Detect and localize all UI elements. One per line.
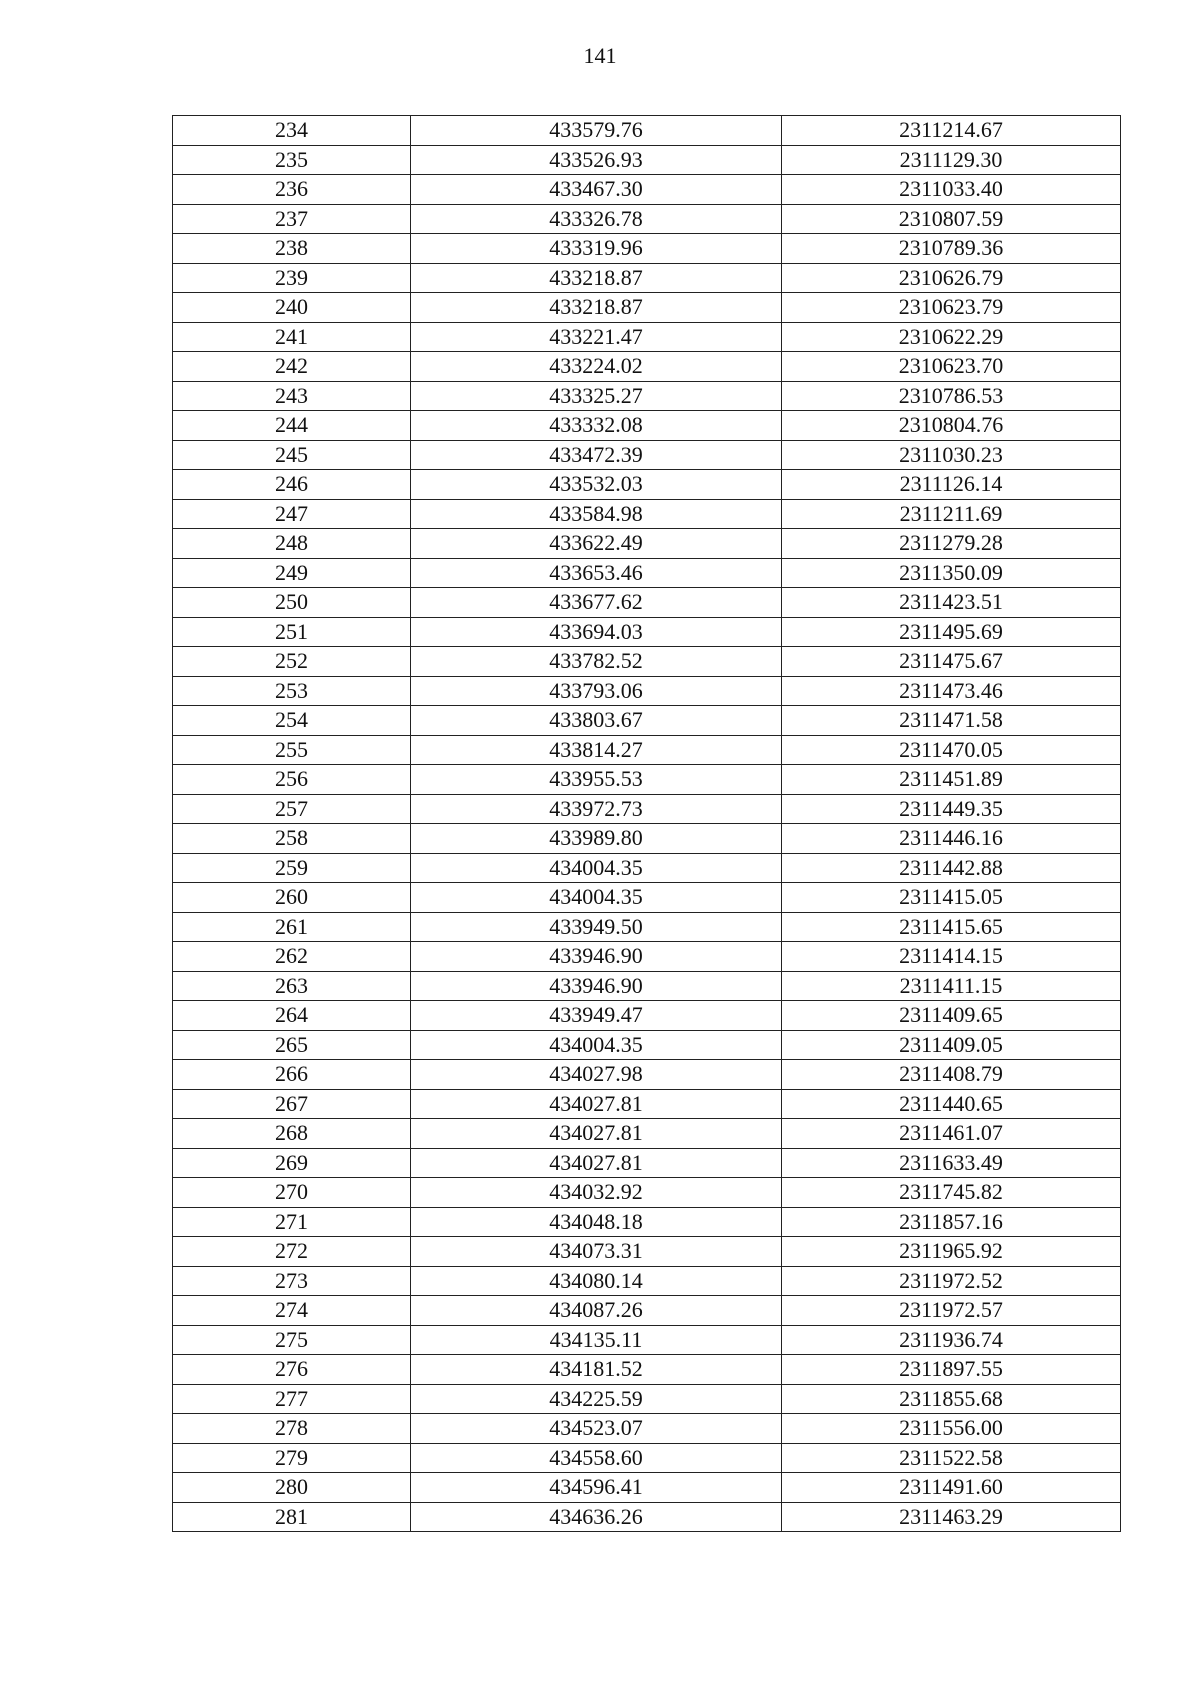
- y-coordinate-cell: 2311972.57: [782, 1296, 1121, 1326]
- y-coordinate-cell: 2311633.49: [782, 1148, 1121, 1178]
- y-coordinate-cell: 2311936.74: [782, 1325, 1121, 1355]
- point-number-cell: 275: [173, 1325, 411, 1355]
- x-coordinate-cell: 434027.81: [411, 1148, 782, 1178]
- point-number-cell: 265: [173, 1030, 411, 1060]
- table-row: [173, 204, 1121, 234]
- table-row: [173, 1148, 1121, 1178]
- point-number-cell: 276: [173, 1355, 411, 1385]
- y-coordinate-cell: 2311463.29: [782, 1502, 1121, 1532]
- table-row: [173, 1266, 1121, 1296]
- y-coordinate-cell: 2311408.79: [782, 1060, 1121, 1090]
- y-coordinate-cell: 2311446.16: [782, 824, 1121, 854]
- x-coordinate-cell: 434087.26: [411, 1296, 782, 1326]
- x-coordinate-cell: 433989.80: [411, 824, 782, 854]
- table-row: [173, 175, 1121, 205]
- x-coordinate-cell: 433218.87: [411, 293, 782, 323]
- point-number-cell: 234: [173, 116, 411, 146]
- y-coordinate-cell: 2311279.28: [782, 529, 1121, 559]
- table-row: [173, 676, 1121, 706]
- point-number-cell: 266: [173, 1060, 411, 1090]
- y-coordinate-cell: 2311745.82: [782, 1178, 1121, 1208]
- y-coordinate-cell: 2311473.46: [782, 676, 1121, 706]
- y-coordinate-cell: 2311855.68: [782, 1384, 1121, 1414]
- table-row: [173, 263, 1121, 293]
- table-row: [173, 588, 1121, 618]
- y-coordinate-cell: 2311475.67: [782, 647, 1121, 677]
- y-coordinate-cell: 2311409.65: [782, 1001, 1121, 1031]
- y-coordinate-cell: 2311965.92: [782, 1237, 1121, 1267]
- y-coordinate-cell: 2311211.69: [782, 499, 1121, 529]
- point-number-cell: 249: [173, 558, 411, 588]
- table-row: [173, 234, 1121, 264]
- table-row: [173, 1355, 1121, 1385]
- y-coordinate-cell: 2310622.29: [782, 322, 1121, 352]
- point-number-cell: 245: [173, 440, 411, 470]
- y-coordinate-cell: 2310807.59: [782, 204, 1121, 234]
- y-coordinate-cell: 2311129.30: [782, 145, 1121, 175]
- coordinates-table: [172, 115, 1121, 1532]
- y-coordinate-cell: 2311411.15: [782, 971, 1121, 1001]
- y-coordinate-cell: 2310626.79: [782, 263, 1121, 293]
- table-row: [173, 145, 1121, 175]
- point-number-cell: 253: [173, 676, 411, 706]
- x-coordinate-cell: 433782.52: [411, 647, 782, 677]
- table-row: [173, 440, 1121, 470]
- x-coordinate-cell: 433332.08: [411, 411, 782, 441]
- point-number-cell: 263: [173, 971, 411, 1001]
- point-number-cell: 272: [173, 1237, 411, 1267]
- x-coordinate-cell: 434596.41: [411, 1473, 782, 1503]
- point-number-cell: 238: [173, 234, 411, 264]
- point-number-cell: 274: [173, 1296, 411, 1326]
- y-coordinate-cell: 2311214.67: [782, 116, 1121, 146]
- x-coordinate-cell: 433532.03: [411, 470, 782, 500]
- point-number-cell: 241: [173, 322, 411, 352]
- x-coordinate-cell: 433584.98: [411, 499, 782, 529]
- x-coordinate-cell: 433653.46: [411, 558, 782, 588]
- point-number-cell: 235: [173, 145, 411, 175]
- point-number-cell: 269: [173, 1148, 411, 1178]
- table-row: [173, 558, 1121, 588]
- table-row: [173, 499, 1121, 529]
- point-number-cell: 271: [173, 1207, 411, 1237]
- y-coordinate-cell: 2311415.05: [782, 883, 1121, 913]
- table-row: [173, 942, 1121, 972]
- x-coordinate-cell: 434225.59: [411, 1384, 782, 1414]
- y-coordinate-cell: 2311030.23: [782, 440, 1121, 470]
- point-number-cell: 264: [173, 1001, 411, 1031]
- y-coordinate-cell: 2311449.35: [782, 794, 1121, 824]
- x-coordinate-cell: 433218.87: [411, 263, 782, 293]
- point-number-cell: 246: [173, 470, 411, 500]
- y-coordinate-cell: 2311461.07: [782, 1119, 1121, 1149]
- x-coordinate-cell: 433326.78: [411, 204, 782, 234]
- point-number-cell: 247: [173, 499, 411, 529]
- point-number-cell: 236: [173, 175, 411, 205]
- table-row: [173, 293, 1121, 323]
- point-number-cell: 257: [173, 794, 411, 824]
- point-number-cell: 260: [173, 883, 411, 913]
- x-coordinate-cell: 433224.02: [411, 352, 782, 382]
- table-row: [173, 1443, 1121, 1473]
- y-coordinate-cell: 2310789.36: [782, 234, 1121, 264]
- y-coordinate-cell: 2311033.40: [782, 175, 1121, 205]
- x-coordinate-cell: 433972.73: [411, 794, 782, 824]
- point-number-cell: 273: [173, 1266, 411, 1296]
- point-number-cell: 268: [173, 1119, 411, 1149]
- y-coordinate-cell: 2311350.09: [782, 558, 1121, 588]
- y-coordinate-cell: 2311414.15: [782, 942, 1121, 972]
- x-coordinate-cell: 433793.06: [411, 676, 782, 706]
- y-coordinate-cell: 2311522.58: [782, 1443, 1121, 1473]
- table-row: [173, 470, 1121, 500]
- table-row: [173, 1178, 1121, 1208]
- point-number-cell: 278: [173, 1414, 411, 1444]
- y-coordinate-cell: 2311471.58: [782, 706, 1121, 736]
- x-coordinate-cell: 433622.49: [411, 529, 782, 559]
- point-number-cell: 251: [173, 617, 411, 647]
- point-number-cell: 237: [173, 204, 411, 234]
- point-number-cell: 242: [173, 352, 411, 382]
- y-coordinate-cell: 2311440.65: [782, 1089, 1121, 1119]
- table-row: [173, 765, 1121, 795]
- y-coordinate-cell: 2311415.65: [782, 912, 1121, 942]
- x-coordinate-cell: 434004.35: [411, 853, 782, 883]
- point-number-cell: 255: [173, 735, 411, 765]
- y-coordinate-cell: 2310623.79: [782, 293, 1121, 323]
- y-coordinate-cell: 2311423.51: [782, 588, 1121, 618]
- x-coordinate-cell: 433467.30: [411, 175, 782, 205]
- x-coordinate-cell: 433526.93: [411, 145, 782, 175]
- x-coordinate-cell: 434048.18: [411, 1207, 782, 1237]
- table-row: [173, 529, 1121, 559]
- table-row: [173, 1502, 1121, 1532]
- x-coordinate-cell: 433946.90: [411, 942, 782, 972]
- point-number-cell: 277: [173, 1384, 411, 1414]
- x-coordinate-cell: 433579.76: [411, 116, 782, 146]
- y-coordinate-cell: 2311451.89: [782, 765, 1121, 795]
- point-number-cell: 240: [173, 293, 411, 323]
- point-number-cell: 243: [173, 381, 411, 411]
- table-row: [173, 706, 1121, 736]
- x-coordinate-cell: 433955.53: [411, 765, 782, 795]
- x-coordinate-cell: 434027.81: [411, 1089, 782, 1119]
- y-coordinate-cell: 2311491.60: [782, 1473, 1121, 1503]
- table-row: [173, 1237, 1121, 1267]
- x-coordinate-cell: 433221.47: [411, 322, 782, 352]
- table-row: [173, 1207, 1121, 1237]
- table-row: [173, 971, 1121, 1001]
- x-coordinate-cell: 433803.67: [411, 706, 782, 736]
- x-coordinate-cell: 433472.39: [411, 440, 782, 470]
- table-row: [173, 1119, 1121, 1149]
- x-coordinate-cell: 434027.98: [411, 1060, 782, 1090]
- point-number-cell: 270: [173, 1178, 411, 1208]
- x-coordinate-cell: 433949.50: [411, 912, 782, 942]
- table-row: [173, 1296, 1121, 1326]
- point-number-cell: 258: [173, 824, 411, 854]
- page-number: 141: [583, 43, 617, 68]
- table-row: [173, 883, 1121, 913]
- x-coordinate-cell: 434558.60: [411, 1443, 782, 1473]
- table-row: [173, 1060, 1121, 1090]
- coordinates-table-body: [173, 116, 1121, 1532]
- x-coordinate-cell: 433325.27: [411, 381, 782, 411]
- y-coordinate-cell: 2311556.00: [782, 1414, 1121, 1444]
- x-coordinate-cell: 434181.52: [411, 1355, 782, 1385]
- x-coordinate-cell: 433946.90: [411, 971, 782, 1001]
- table-row: [173, 794, 1121, 824]
- y-coordinate-cell: 2311972.52: [782, 1266, 1121, 1296]
- table-row: [173, 735, 1121, 765]
- point-number-cell: 244: [173, 411, 411, 441]
- table-row: [173, 1030, 1121, 1060]
- x-coordinate-cell: 434523.07: [411, 1414, 782, 1444]
- table-row: [173, 1001, 1121, 1031]
- point-number-cell: 259: [173, 853, 411, 883]
- table-row: [173, 1384, 1121, 1414]
- point-number-cell: 252: [173, 647, 411, 677]
- y-coordinate-cell: 2311495.69: [782, 617, 1121, 647]
- point-number-cell: 261: [173, 912, 411, 942]
- point-number-cell: 281: [173, 1502, 411, 1532]
- table-row: [173, 824, 1121, 854]
- x-coordinate-cell: 434080.14: [411, 1266, 782, 1296]
- y-coordinate-cell: 2311470.05: [782, 735, 1121, 765]
- point-number-cell: 239: [173, 263, 411, 293]
- x-coordinate-cell: 434004.35: [411, 1030, 782, 1060]
- y-coordinate-cell: 2311857.16: [782, 1207, 1121, 1237]
- table-row: [173, 1089, 1121, 1119]
- x-coordinate-cell: 434027.81: [411, 1119, 782, 1149]
- point-number-cell: 254: [173, 706, 411, 736]
- table-row: [173, 1325, 1121, 1355]
- point-number-cell: 262: [173, 942, 411, 972]
- y-coordinate-cell: 2310804.76: [782, 411, 1121, 441]
- x-coordinate-cell: 434135.11: [411, 1325, 782, 1355]
- table-row: [173, 912, 1121, 942]
- y-coordinate-cell: 2311409.05: [782, 1030, 1121, 1060]
- y-coordinate-cell: 2310623.70: [782, 352, 1121, 382]
- x-coordinate-cell: 434636.26: [411, 1502, 782, 1532]
- table-row: [173, 116, 1121, 146]
- table-row: [173, 647, 1121, 677]
- x-coordinate-cell: 433949.47: [411, 1001, 782, 1031]
- x-coordinate-cell: 433814.27: [411, 735, 782, 765]
- table-row: [173, 352, 1121, 382]
- x-coordinate-cell: 434073.31: [411, 1237, 782, 1267]
- table-row: [173, 617, 1121, 647]
- point-number-cell: 248: [173, 529, 411, 559]
- table-row: [173, 1414, 1121, 1444]
- y-coordinate-cell: 2310786.53: [782, 381, 1121, 411]
- point-number-cell: 256: [173, 765, 411, 795]
- table-row: [173, 1473, 1121, 1503]
- point-number-cell: 279: [173, 1443, 411, 1473]
- x-coordinate-cell: 433677.62: [411, 588, 782, 618]
- point-number-cell: 250: [173, 588, 411, 618]
- x-coordinate-cell: 433694.03: [411, 617, 782, 647]
- x-coordinate-cell: 433319.96: [411, 234, 782, 264]
- table-row: [173, 411, 1121, 441]
- point-number-cell: 267: [173, 1089, 411, 1119]
- point-number-cell: 280: [173, 1473, 411, 1503]
- table-row: [173, 381, 1121, 411]
- y-coordinate-cell: 2311897.55: [782, 1355, 1121, 1385]
- y-coordinate-cell: 2311126.14: [782, 470, 1121, 500]
- x-coordinate-cell: 434032.92: [411, 1178, 782, 1208]
- table-row: [173, 853, 1121, 883]
- x-coordinate-cell: 434004.35: [411, 883, 782, 913]
- table-row: [173, 322, 1121, 352]
- y-coordinate-cell: 2311442.88: [782, 853, 1121, 883]
